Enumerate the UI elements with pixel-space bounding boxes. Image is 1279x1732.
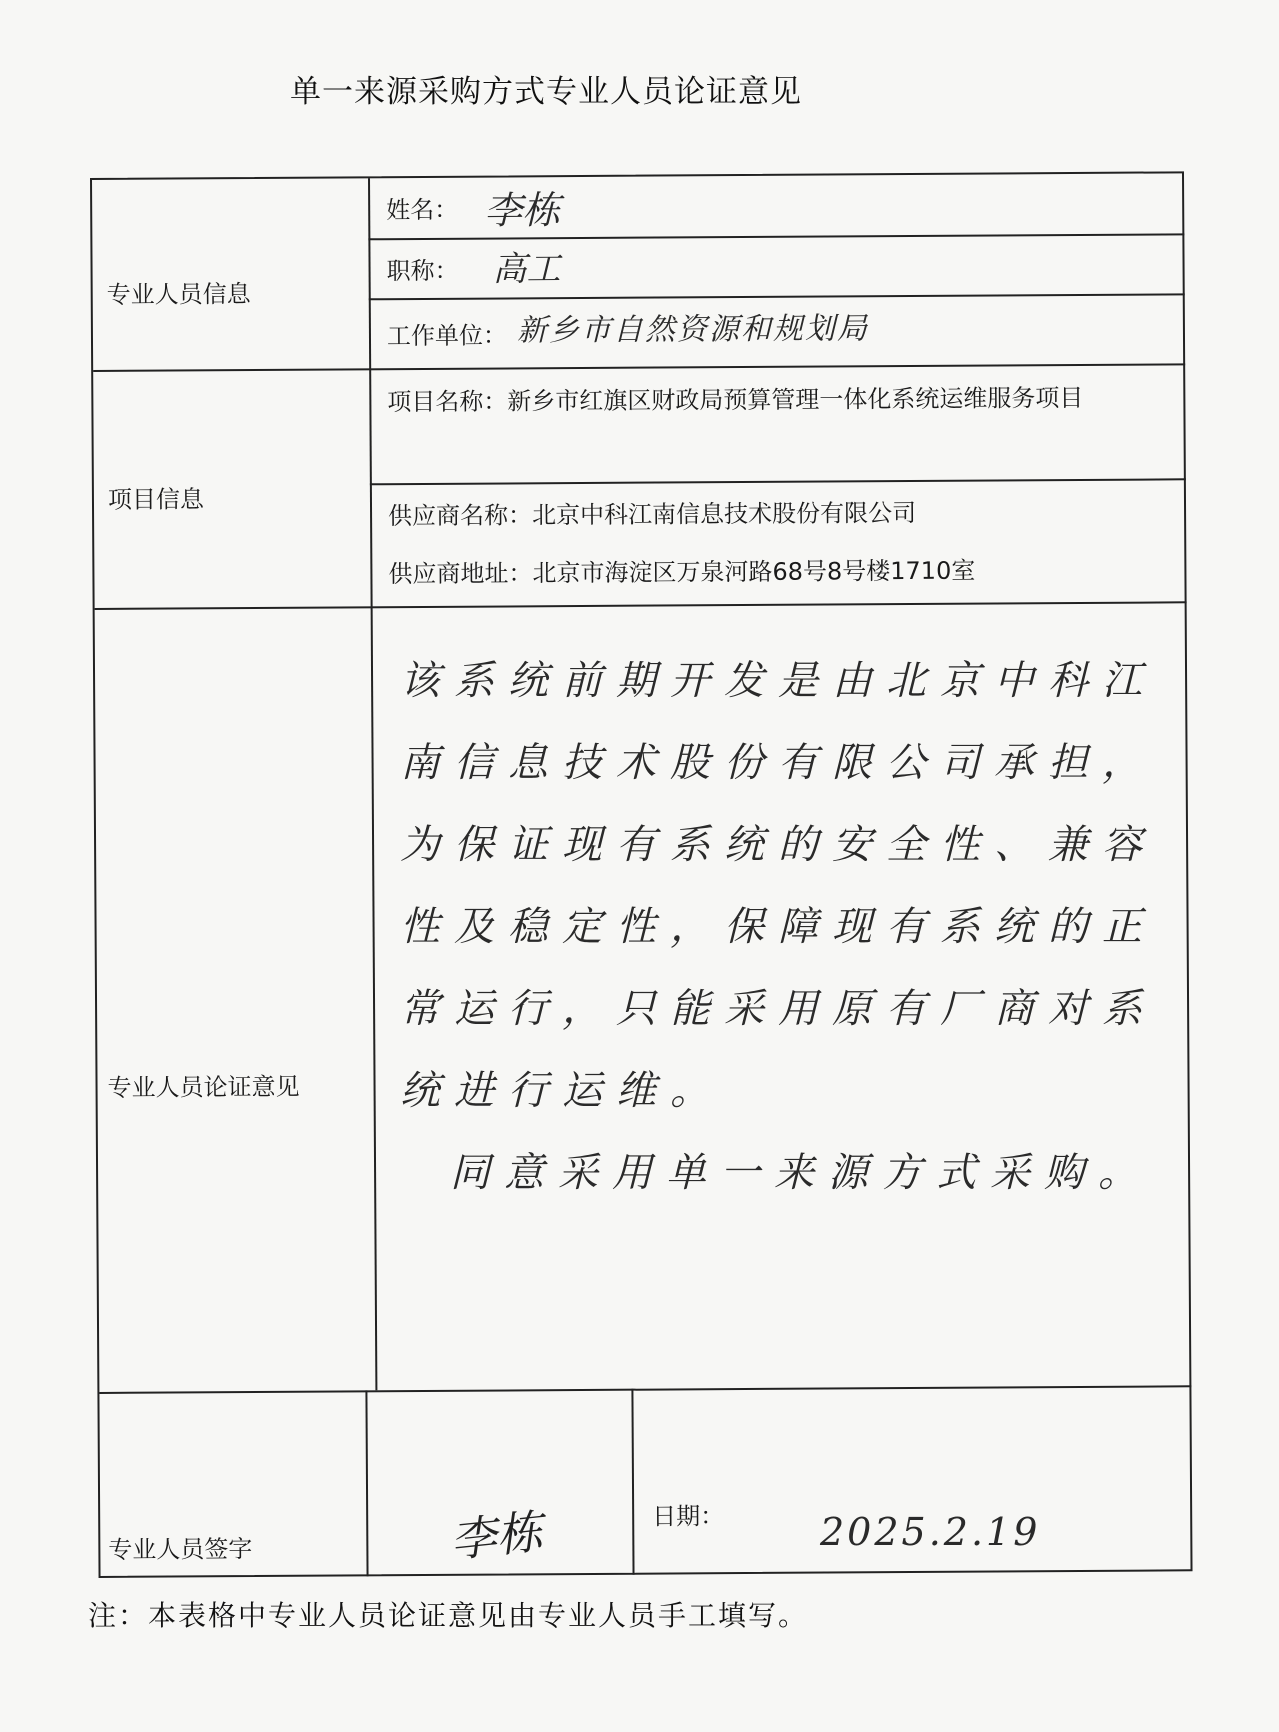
supplier-address-field (388, 551, 975, 590)
name-label: 姓名： (386, 195, 459, 225)
title-label: 职称： (386, 256, 459, 286)
row-divider (369, 293, 1185, 300)
supplier-address-value: 北京市海淀区万泉河路68号8号楼1710室 (532, 556, 976, 588)
section-divider (93, 363, 1185, 372)
section-divider (95, 601, 1187, 610)
supplier-address-label: 供应商地址： (388, 559, 533, 589)
column-divider (368, 178, 377, 1390)
signature-column-divider (365, 1390, 368, 1576)
unit-label: 工作单位： (386, 321, 508, 351)
row-divider (370, 478, 1186, 485)
supplier-name-value: 北京中科江南信息技术股份有限公司 (531, 498, 917, 530)
supplier-name-field (388, 493, 916, 531)
section-divider (99, 1385, 1191, 1394)
document-title: 单一来源采购方式专业人员论证意见 (290, 74, 802, 110)
opinion-conclusion: 同意采用单一来源方式采购。 (450, 1150, 1152, 1196)
opinion-section-label: 专业人员论证意见 (107, 1072, 300, 1102)
footer-note: 注：本表格中专业人员论证意见由专业人员手工填写。 (88, 1599, 809, 1632)
unit-value: 新乡市自然资源和规划局 (516, 311, 870, 349)
date-label: 日期： (652, 1502, 725, 1531)
name-value: 李栋 (484, 188, 561, 233)
title-value: 高工 (492, 249, 561, 290)
project-info-section-label: 项目信息 (107, 485, 205, 514)
signature-label: 专业人员签字 (108, 1535, 253, 1564)
opinion-handwritten-text (400, 640, 1180, 1214)
supplier-name-label: 供应商名称： (387, 501, 533, 531)
project-name-field (387, 377, 1167, 422)
opinion-text: 该系统前期开发是由北京中科江南信息技术股份有限公司承担，为保证现有系统的安全性、兼容性及稳定性，保障现有系统的正常运行，只能采用原有厂商对系统进行运维。 (400, 658, 1156, 1114)
project-name-value: 新乡市红旗区财政局预算管理一体化系统运维服务项目 (507, 383, 1084, 416)
project-name-label: 项目名称： (387, 387, 508, 417)
expert-signature: 李栋 (447, 1504, 545, 1568)
expert-info-section-label: 专业人员信息 (106, 280, 251, 309)
signature-date-value: 2025.2.19 (820, 1510, 1041, 1554)
date-column-divider (631, 1389, 634, 1575)
